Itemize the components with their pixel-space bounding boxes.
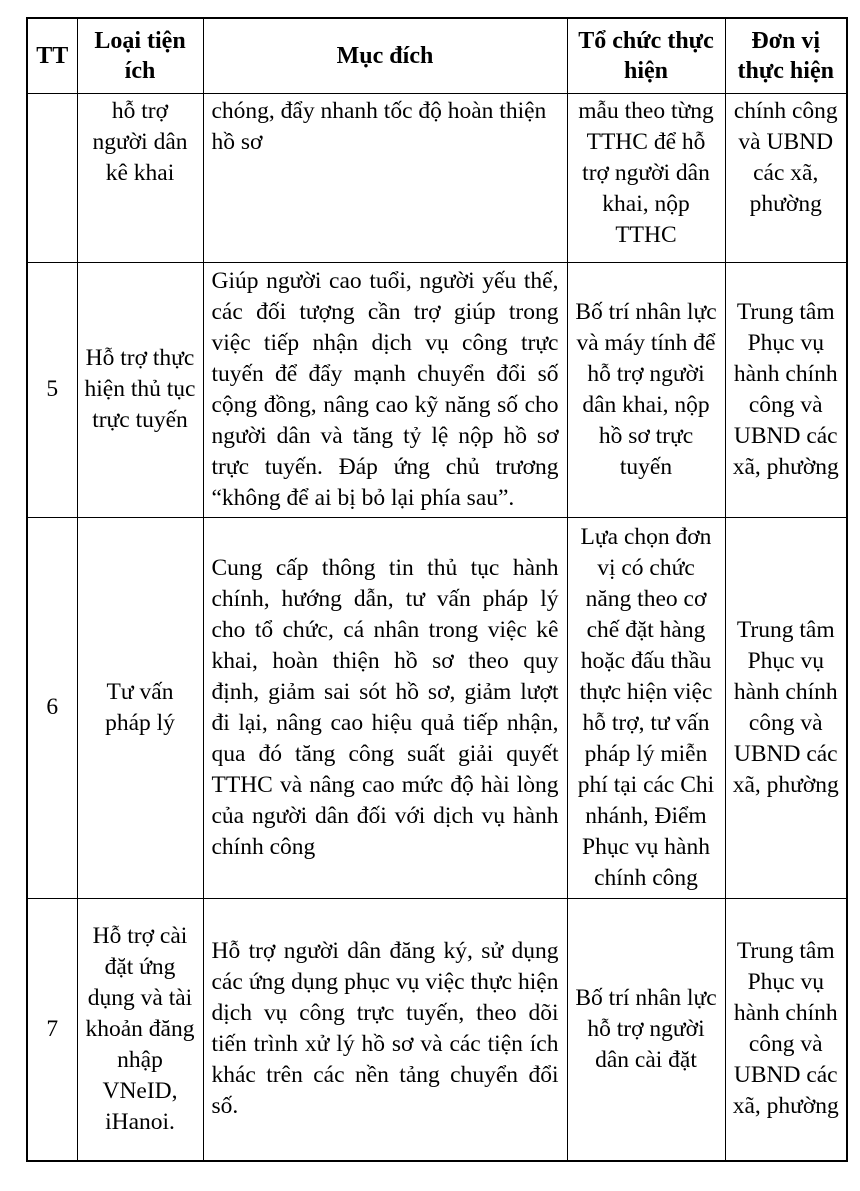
header-cell-don-vi-thuc-hien: Đơn vị thực hiện xyxy=(725,18,847,93)
cell-don-vi-thuc-hien: Trung tâm Phục vụ hành chính công và UBND các xã, phường xyxy=(725,517,847,898)
cell-don-vi-thuc-hien: chính công và UBND các xã, phường xyxy=(725,93,847,262)
utilities-table xyxy=(26,17,848,1162)
table-row xyxy=(27,898,847,1161)
table-row xyxy=(27,93,847,262)
cell-muc-dich: Giúp người cao tuổi, người yếu thế, các đối tượng cần trợ giúp trong việc tiếp nhận dịch vụ công trực tuyến để đẩy mạnh chuyển đổi số cộng đồng, nâng cao kỹ năng số cho người dân và tăng tỷ lệ nộp hồ sơ trực tuyến. Đáp ứng chủ trương “không để ai bị bỏ lại phía sau”. xyxy=(203,262,567,517)
table-header-row xyxy=(27,18,847,93)
cell-loai-tien-ich: Tư vấn pháp lý xyxy=(77,517,203,898)
table-row xyxy=(27,262,847,517)
cell-loai-tien-ich: Hỗ trợ thực hiện thủ tục trực tuyến xyxy=(77,262,203,517)
cell-tt: 6 xyxy=(27,517,77,898)
cell-tt xyxy=(27,93,77,262)
cell-tt: 7 xyxy=(27,898,77,1161)
cell-loai-tien-ich: hỗ trợ người dân kê khai xyxy=(77,93,203,262)
cell-to-chuc-thuc-hien: mẫu theo từng TTHC để hỗ trợ người dân khai, nộp TTHC xyxy=(567,93,725,262)
table-row xyxy=(27,517,847,898)
cell-to-chuc-thuc-hien: Bố trí nhân lực hỗ trợ người dân cài đặt xyxy=(567,898,725,1161)
header-cell-muc-dich: Mục đích xyxy=(203,18,567,93)
cell-tt: 5 xyxy=(27,262,77,517)
cell-don-vi-thuc-hien: Trung tâm Phục vụ hành chính công và UBND các xã, phường xyxy=(725,262,847,517)
cell-muc-dich: chóng, đẩy nhanh tốc độ hoàn thiện hồ sơ xyxy=(203,93,567,262)
header-cell-loai-tien-ich: Loại tiện ích xyxy=(77,18,203,93)
cell-muc-dich: Cung cấp thông tin thủ tục hành chính, hướng dẫn, tư vấn pháp lý cho tổ chức, cá nhân trong việc kê khai, hoàn thiện hồ sơ theo quy định, giảm sai sót hồ sơ, giảm lượt đi lại, nâng cao hiệu quả tiếp nhận, qua đó tăng công suất giải quyết TTHC và nâng cao mức độ hài lòng của người dân đối với dịch vụ hành chính công xyxy=(203,517,567,898)
cell-don-vi-thuc-hien: Trung tâm Phục vụ hành chính công và UBND các xã, phường xyxy=(725,898,847,1161)
cell-loai-tien-ich: Hỗ trợ cài đặt ứng dụng và tài khoản đăng nhập VNeID, iHanoi. xyxy=(77,898,203,1161)
header-cell-to-chuc-thuc-hien: Tổ chức thực hiện xyxy=(567,18,725,93)
header-cell-tt: TT xyxy=(27,18,77,93)
cell-to-chuc-thuc-hien: Bố trí nhân lực và máy tính để hỗ trợ người dân khai, nộp hồ sơ trực tuyến xyxy=(567,262,725,517)
cell-muc-dich: Hỗ trợ người dân đăng ký, sử dụng các ứng dụng phục vụ việc thực hiện dịch vụ công trực tuyến, theo dõi tiến trình xử lý hồ sơ và các tiện ích khác trên các nền tảng chuyển đổi số. xyxy=(203,898,567,1161)
cell-to-chuc-thuc-hien: Lựa chọn đơn vị có chức năng theo cơ chế đặt hàng hoặc đấu thầu thực hiện việc hỗ trợ, tư vấn pháp lý miễn phí tại các Chi nhánh, Điểm Phục vụ hành chính công xyxy=(567,517,725,898)
